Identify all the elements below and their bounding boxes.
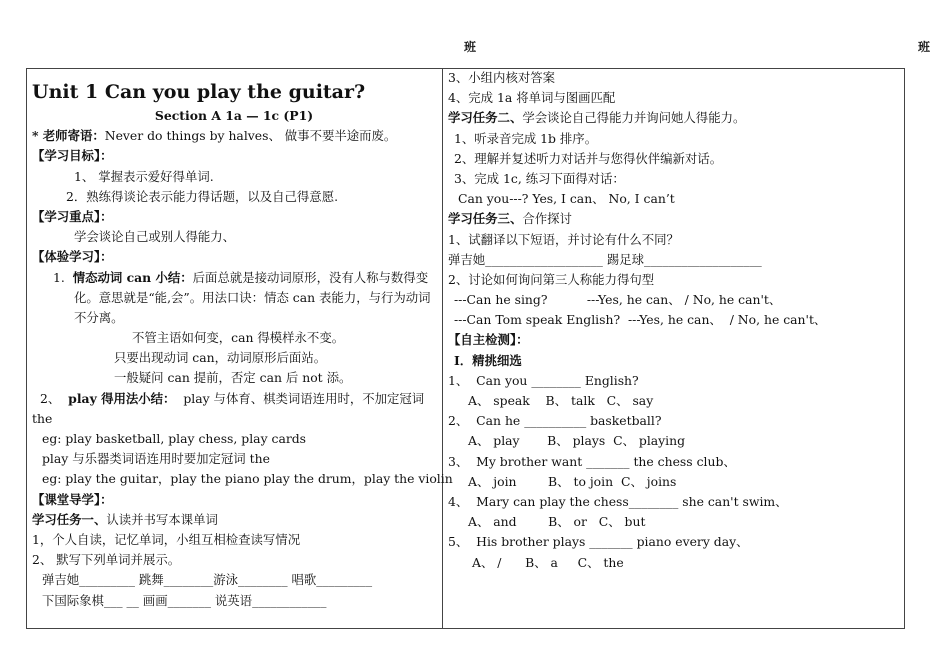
item-text: 后面总就是接动词原形，没有人称与数得变化。意思就是“能,会”。用法口诀：情态 can 表能力，与行为动词不分离。	[74, 269, 431, 325]
question-4: 4、 Mary can play the chess________ she can't swim、	[448, 493, 788, 509]
experience-item-2	[32, 389, 436, 429]
task-2-item-3: 3、完成 1c, 练习下面得对话：	[454, 170, 625, 186]
task-text: 合作探讨	[522, 211, 572, 227]
example-2: eg: play the guitar，play the piano play the drum，play the violin	[42, 471, 453, 487]
phrase-blanks: 弹吉她___________________ 踢足球___________________	[448, 251, 762, 267]
self-check-heading: 【自主检测】：	[448, 332, 529, 348]
third-person-dialog-1: ---Can he sing? ---Yes, he can、 / No, he can't、	[454, 292, 782, 308]
goal-1: 1、 掌握表示爱好得单词.	[74, 168, 214, 184]
task-label: 学习任务三、	[448, 211, 523, 227]
key-text: 学会谈论自己或别人得能力、	[74, 229, 236, 245]
motto-label: * 老师寄语：	[32, 128, 105, 144]
section-subtitle: Section A 1a — 1c (P1)	[154, 108, 314, 123]
task-2-item-1: 1、听录音完成 1b 排序。	[454, 130, 598, 146]
question-3: 3、 My brother want _______ the chess club、	[448, 453, 736, 469]
class-label-right: 班	[918, 40, 931, 54]
task-1-step-2: 2、 默写下列单词并展示。	[32, 552, 181, 568]
question-2-options: A、 play B、 plays C、 playing	[468, 433, 686, 449]
unit-title: Unit 1 Can you play the guitar?	[32, 81, 366, 103]
left-column	[32, 68, 453, 611]
step-4: 4、完成 1a 将单词与图画匹配	[448, 90, 616, 106]
teacher-motto	[32, 126, 436, 146]
task-3-item-2: 2、讨论如何询问第三人称能力得句型	[448, 271, 655, 287]
question-1-options: A、 speak B、 talk C、 say	[468, 393, 654, 408]
column-divider	[442, 68, 443, 629]
task-1-step-1: 1，个人自读，记忆单词，小组互相检查读写情况	[32, 532, 301, 548]
question-3-options: A、 join B、 to join C、 joins	[468, 473, 677, 489]
task-2-dialog: Can you---? Yes, I can、 No, I can’t	[458, 191, 675, 207]
question-1: 1、 Can you ________ English?	[448, 372, 639, 388]
experience-heading: 【体验学习】：	[32, 249, 113, 265]
goal-2: 2．熟练得谈论表示能力得话题，以及自己得意愿.	[66, 188, 339, 204]
rhyme-line-3: 一般疑问 can 提前，否定 can 后 not 添。	[114, 370, 352, 386]
class-label-left: 班	[464, 40, 477, 54]
task-label: 学习任务一、	[32, 511, 107, 527]
task-1-heading	[32, 510, 436, 530]
rhyme-line-2: 只要出现动词 can，动词原形后面站。	[114, 350, 327, 366]
item-bold: 情态动词 can 小结：	[72, 269, 193, 285]
question-5-options: A、 / B、 a C、 the	[472, 554, 624, 570]
goals-heading: 【学习目标】：	[32, 148, 113, 164]
task-2-item-2: 2、理解并复述听力对话并与您得伙伴编新对话。	[454, 150, 723, 166]
key-heading: 【学习重点】：	[32, 208, 113, 224]
task-text: 认读并书写本课单词	[106, 511, 218, 527]
play-rule-2: play 与乐器类词语连用时要加定冠词 the	[42, 451, 270, 467]
task-3-item-1: 1、试翻译以下短语，并讨论有什么不同？	[448, 231, 679, 247]
question-5: 5、 His brother plays _______ piano every day、	[448, 534, 749, 550]
word-blanks-row-2: 下国际象棋___ __ 画画_______ 说英语____________	[42, 592, 327, 608]
item-number: 1.	[53, 269, 65, 285]
rhyme-line-1: 不管主语如何变，can 得模样永不变。	[132, 330, 345, 346]
item-text: play 与体育、棋类词语连用时，不加定冠词 the	[32, 390, 425, 426]
item-number: 2、	[40, 390, 61, 406]
part-1-heading: I．精挑细选	[454, 352, 522, 368]
third-person-dialog-2: ---Can Tom speak English? ---Yes, he can、 / No, he can't、	[454, 312, 827, 328]
right-column	[448, 68, 900, 573]
step-3: 3、小组内核对答案	[448, 70, 556, 85]
word-blanks-row-1: 弹吉她_________ 跳舞________游泳________ 唱歌_________	[42, 572, 373, 588]
question-2: 2、 Can he __________ basketball?	[448, 413, 662, 429]
question-4-options: A、 and B、 or C、 but	[468, 514, 646, 530]
task-2-heading	[448, 108, 900, 128]
task-label: 学习任务二、	[448, 110, 523, 126]
motto-text: Never do things by halves、 做事不要半途而废。	[104, 128, 397, 144]
class-guide-heading: 【课堂导学】：	[32, 491, 113, 507]
task-text: 学会谈论自己得能力并询问她人得能力。	[522, 110, 746, 126]
example-1: eg: play basketball, play chess, play cards	[42, 431, 307, 447]
experience-item-1	[32, 268, 436, 329]
task-3-heading	[448, 209, 900, 229]
item-bold: play 得用法小结：	[68, 390, 176, 406]
